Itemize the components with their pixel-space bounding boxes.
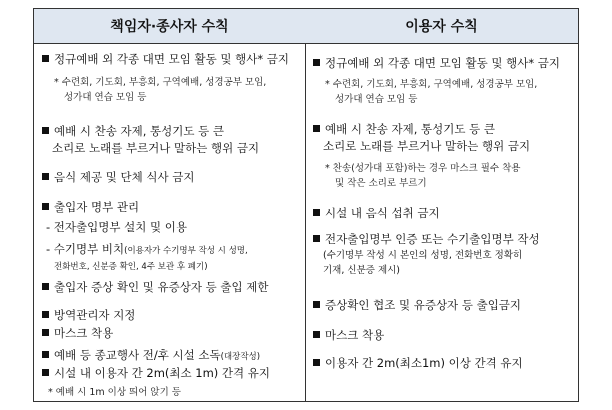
square-bullet-icon — [313, 331, 320, 338]
user-column — [305, 9, 578, 401]
left-item-7: 마스크 착용 — [42, 325, 301, 342]
right-item-3: 시설 내 음식 섭취 금지 — [313, 205, 574, 222]
left-item-4: 출입자 명부 관리 — [42, 199, 301, 216]
left-item-3: 음식 제공 및 단체 식사 금지 — [42, 169, 301, 186]
left-item-9: 시설 내 이용자 간 2m(최소 1m) 간격 유지 — [42, 365, 301, 382]
square-bullet-icon — [42, 283, 49, 290]
right-item-7: 이용자 간 2m(최소1m) 이상 간격 유지 — [313, 355, 574, 372]
left-note-2: * 예배 시 1m 이상 띄어 앉기 등 — [48, 387, 181, 398]
user-header: 이용자 수칙 — [305, 9, 578, 44]
square-bullet-icon — [42, 329, 49, 336]
right-item-4: 전자출입명부 인증 또는 수기출입명부 작성 (수기명부 작성 시 본인의 성명, 전화번호 정확히 기재, 신분증 제시) — [313, 231, 574, 278]
left-dash-1: - 전자출입명부 설치 및 이용 — [46, 220, 187, 234]
left-note-1: * 수련회, 기도회, 부흥회, 구역예배, 성경공부 모임, 성가대 연습 모임 등 — [54, 77, 267, 103]
left-item-5: 출입자 증상 확인 및 유증상자 등 출입 제한 — [42, 279, 301, 296]
square-bullet-icon — [313, 59, 320, 66]
square-bullet-icon — [42, 173, 49, 180]
square-bullet-icon — [42, 369, 49, 376]
square-bullet-icon — [42, 351, 49, 358]
left-item-1: 정규예배 외 각종 대면 모임 활동 및 행사* 금지 — [42, 51, 301, 68]
manager-staff-header: 책임자·종사자 수칙 — [34, 9, 305, 44]
right-item-5: 증상확인 협조 및 유증상자 등 출입금지 — [313, 297, 574, 314]
square-bullet-icon — [313, 301, 320, 308]
square-bullet-icon — [313, 235, 320, 242]
square-bullet-icon — [42, 55, 49, 62]
square-bullet-icon — [42, 127, 49, 134]
square-bullet-icon — [313, 209, 320, 216]
guidelines-table — [33, 8, 579, 402]
left-item-2: 예배 시 찬송 자제, 통성기도 등 큰 소리로 노래를 부르거나 말하는 행위 금지 — [42, 123, 301, 157]
square-bullet-icon — [42, 203, 49, 210]
left-item-6: 방역관리자 지정 — [42, 307, 301, 324]
right-item-2: 예배 시 찬송 자제, 통성기도 등 큰 소리로 노래를 부르거나 말하는 행위 금지 — [313, 121, 574, 155]
left-item-8: 예배 등 종교행사 전/후 시설 소독(대장작성) — [42, 347, 301, 366]
manager-staff-column — [34, 9, 306, 401]
right-note-1: * 수련회, 기도회, 부흥회, 구역예배, 성경공부 모임, 성가대 연습 모임 등 — [325, 79, 538, 105]
right-item-6: 마스크 착용 — [313, 327, 574, 344]
square-bullet-icon — [313, 359, 320, 366]
square-bullet-icon — [313, 125, 320, 132]
right-note-2: * 찬송(성가대 포함)하는 경우 마스크 필수 착용 및 작은 소리로 부르기 — [325, 163, 521, 189]
left-dash-2: - 수기명부 비치(이용자가 수기명부 작성 시 성명, 전화번호, 신분증 확인, 4주 보관 후 폐기) — [46, 242, 248, 272]
square-bullet-icon — [42, 311, 49, 318]
right-item-1: 정규예배 외 각종 대면 모임 활동 및 행사* 금지 — [313, 55, 574, 72]
